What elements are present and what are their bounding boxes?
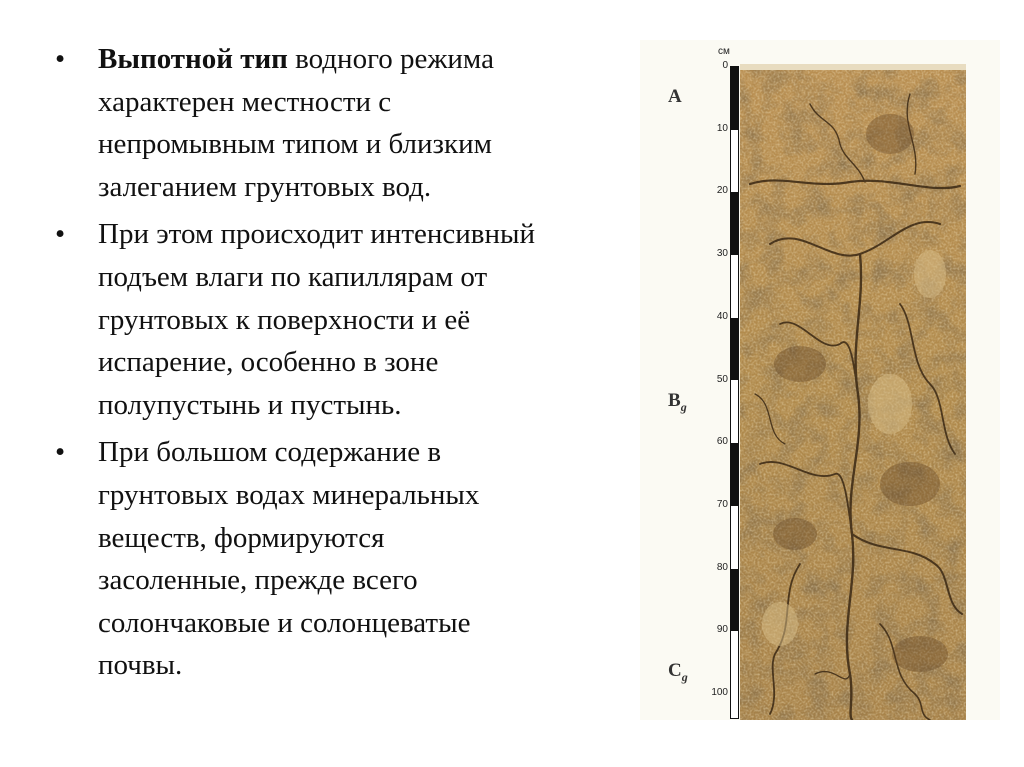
horizon-label-c: $C_g$ [668, 660, 688, 684]
ruler-tick-label: 40 [716, 310, 728, 322]
bullet-list [55, 38, 535, 692]
ruler-tick-label: 30 [716, 248, 728, 260]
ruler-segment [731, 192, 738, 255]
bullet-item [55, 38, 535, 208]
soil-profile-figure [640, 40, 1000, 720]
soil-profile-image [740, 64, 966, 720]
bullet-text: водного режима характерен местности с непромывным типом и близким залеганием грунтовых вод. [98, 43, 494, 203]
ruler-unit-label: см [718, 46, 730, 57]
ruler-segment [731, 67, 738, 130]
depth-ruler [730, 66, 739, 719]
ruler-segment [731, 569, 738, 632]
bullet-marker: • [55, 218, 66, 251]
horizon-label-a: A [668, 86, 682, 107]
ruler-tick-label: 10 [716, 122, 728, 134]
bullet-item [55, 213, 535, 426]
ruler-tick-label: 50 [716, 373, 728, 385]
bullet-text: При большом содержание в грунтовых водах минеральных веществ, формируются засоленные, прежде всего солончаковые и солонцеватые почвы. [98, 436, 480, 682]
bullet-marker: • [55, 436, 66, 469]
ruler-tick-label: 60 [716, 436, 728, 448]
ruler-tick-label: 0 [722, 60, 728, 71]
ruler-tick-label: 100 [711, 687, 728, 698]
ruler-tick-label: 70 [716, 498, 728, 510]
bullet-marker: • [55, 43, 66, 75]
ruler-tick-label: 20 [716, 185, 728, 197]
bullet-item [55, 431, 535, 687]
ruler-segment [731, 318, 738, 381]
ruler-tick-label: 90 [716, 624, 728, 636]
bullet-bold-term: Выпотной тип [98, 43, 288, 75]
ruler-tick-label: 80 [716, 561, 728, 573]
bullet-text: При этом происходит интенсивный подъем влаги по капиллярам от грунтовых к поверхности и её испарение, особенно в зоне полупустынь и пустынь. [98, 218, 535, 421]
horizon-label-b: $B_g$ [668, 390, 687, 414]
ruler-segment [731, 443, 738, 506]
